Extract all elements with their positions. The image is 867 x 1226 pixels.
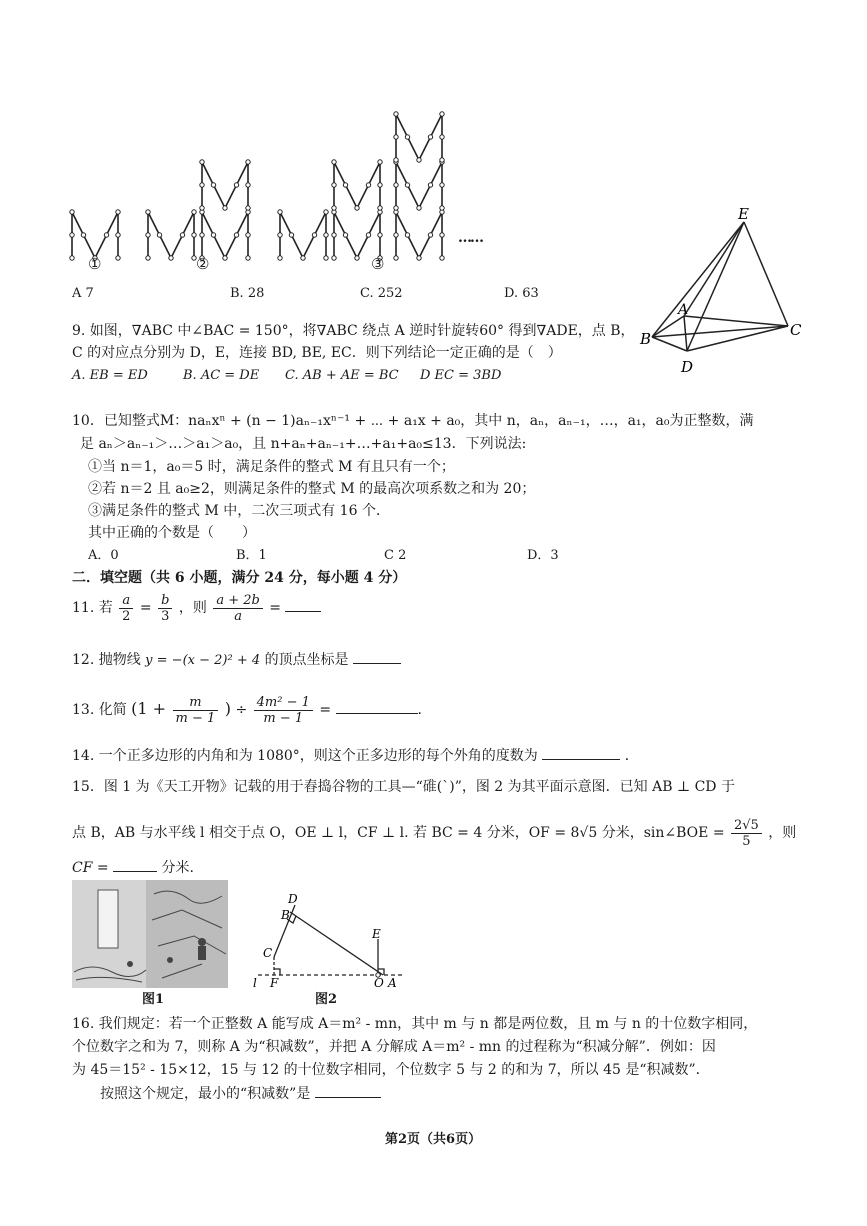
m-dot xyxy=(332,183,336,187)
label-E: E xyxy=(738,205,749,223)
m-dot xyxy=(146,210,150,214)
q11-r-den: a xyxy=(234,608,242,624)
m-dot xyxy=(234,233,238,237)
q13-n-num: 4m² − 1 xyxy=(254,695,313,711)
m-dot xyxy=(405,183,409,187)
q13-open: (1 + xyxy=(131,699,167,718)
m-dot xyxy=(355,206,359,210)
q11-row xyxy=(72,592,321,624)
m-dot xyxy=(440,183,444,187)
q13-div: ÷ xyxy=(235,702,248,718)
q15-line-1: 15．图 1 为《天工开物》记载的用于舂捣谷物的工具—“碓(`)”，图 2 为其平面示意图．已知 AB ⊥ CD 于 xyxy=(72,779,735,795)
q15-figure-1-illustration xyxy=(72,880,228,988)
m-shape xyxy=(148,212,194,258)
edge-AB xyxy=(652,316,684,337)
m-dot xyxy=(417,206,421,210)
m-dot xyxy=(211,183,215,187)
q16-line-1: 16. 我们规定：若一个正整数 A 能写成 A＝m² - mn，其中 m 与 n 都是两位数，且 m 与 n 的十位数字相同， xyxy=(72,1016,758,1032)
m-dot xyxy=(440,233,444,237)
q8-pattern-figure xyxy=(60,110,480,275)
q8-fig-label-3: ③ xyxy=(371,255,385,273)
m-dot xyxy=(192,210,196,214)
m-dot xyxy=(405,233,409,237)
m-dot xyxy=(301,256,305,260)
q13-prefix: 13. 化简 xyxy=(72,702,127,718)
q15-frac-den: 5 xyxy=(742,833,751,849)
q12-prefix: 12. 抛物线 xyxy=(72,652,141,668)
m-dot xyxy=(440,206,444,210)
m-dot xyxy=(378,233,382,237)
m-dot xyxy=(428,233,432,237)
m-dot xyxy=(157,233,161,237)
q8-option-b: B. 28 xyxy=(230,286,265,301)
q12-answer-blank[interactable] xyxy=(353,649,401,664)
m-dot xyxy=(417,158,421,162)
m-shape xyxy=(202,162,248,208)
q11-eq: = xyxy=(139,600,152,616)
q15-frac-num: 2√5 xyxy=(731,818,762,834)
m-dot xyxy=(116,256,120,260)
q13-n-den: m − 1 xyxy=(263,710,304,726)
m-dot xyxy=(146,233,150,237)
edge-EA xyxy=(684,222,744,316)
q12-formula: y = −(x − 2)² + 4 xyxy=(145,653,261,668)
m-dot xyxy=(405,135,409,139)
m-shape xyxy=(334,212,380,258)
q15-figure-2-diagram xyxy=(250,894,410,994)
q15-line-3b: 分米. xyxy=(161,860,194,876)
q16-line-3: 为 45＝15² - 15×12，15 与 12 的十位数字相同，个位数字 5 与 2 的和为 7，所以 45 是“积减数”． xyxy=(72,1062,710,1078)
m-dot xyxy=(246,183,250,187)
m-dot xyxy=(394,112,398,116)
q8-option-a: A 7 xyxy=(72,286,94,301)
m-dot xyxy=(180,233,184,237)
m-dot xyxy=(81,233,85,237)
q8-option-d: D. 63 xyxy=(504,286,539,301)
m-dot xyxy=(312,233,316,237)
m-dot xyxy=(246,256,250,260)
m-dot xyxy=(394,233,398,237)
q11-a-den: 2 xyxy=(122,608,131,624)
q10-option-a: A．0 xyxy=(88,548,119,563)
q13-m-den: m − 1 xyxy=(175,710,216,726)
fig2-label-F: F xyxy=(270,976,279,990)
m-dot xyxy=(70,210,74,214)
m-dot xyxy=(417,256,421,260)
m-dot xyxy=(332,206,336,210)
m-dot xyxy=(200,160,204,164)
m-dot xyxy=(428,183,432,187)
m-dot xyxy=(378,183,382,187)
q8-fig-label-2: ② xyxy=(196,255,210,273)
q10-ask: 其中正确的个数是（ ） xyxy=(88,525,256,541)
q11-post: = xyxy=(269,600,282,616)
m-dot xyxy=(343,233,347,237)
q16-line-4-text: 按照这个规定，最小的“积减数”是 xyxy=(100,1086,311,1102)
q12-post: 的顶点坐标是 xyxy=(264,652,349,668)
m-dot xyxy=(278,210,282,214)
q11-answer-blank[interactable] xyxy=(285,597,321,612)
m-dot xyxy=(332,160,336,164)
fig2-label-l: l xyxy=(253,976,257,990)
q10-option-b: B．1 xyxy=(236,548,267,563)
q13-row: 13. 化简 (1 + $\frac{m}{m - 1}$ ) ÷ $\frac{\text{4m² − 1}}{m - 1}$ = . xyxy=(72,694,422,726)
m-dot xyxy=(104,233,108,237)
fig2-label-B: B xyxy=(281,908,290,922)
q13-frac-m xyxy=(173,695,219,726)
q11-frac-a xyxy=(119,593,133,624)
q14-answer-blank[interactable] xyxy=(542,745,620,760)
m-dot xyxy=(394,183,398,187)
m-dot xyxy=(289,233,293,237)
m-dot xyxy=(394,158,398,162)
m-dot xyxy=(394,135,398,139)
m-shape xyxy=(72,212,118,258)
q9-option-b: B. AC = DE xyxy=(183,368,260,383)
q10-statement-3: ③满足条件的整式 M 中，二次三项式有 16 个． xyxy=(88,503,390,519)
q14-text: 14. 一个正多边形的内角和为 1080°，则这个正多边形的每个外角的度数为 xyxy=(72,748,538,764)
m-dot xyxy=(440,112,444,116)
q16-line-4 xyxy=(100,1083,381,1104)
m-dot xyxy=(278,256,282,260)
m-dot xyxy=(116,210,120,214)
q10-statement-2: ②若 n＝2 且 a₀≥2，则满足条件的整式 M 的最高次项系数之和为 20； xyxy=(88,481,536,497)
fig2-label-C: C xyxy=(263,946,273,960)
m-dot xyxy=(440,158,444,162)
m-dot xyxy=(440,135,444,139)
m-dot xyxy=(343,183,347,187)
m-dot xyxy=(366,183,370,187)
q16-answer-blank[interactable] xyxy=(315,1083,381,1098)
q15-fig1-caption: 图1 xyxy=(142,992,165,1007)
q9-line-2: C 的对应点分别为 D，E，连接 BD, BE, EC．则下列结论一定正确的是（ ） xyxy=(72,345,562,361)
m-dot xyxy=(200,183,204,187)
m-dot xyxy=(278,233,282,237)
m-dot xyxy=(332,256,336,260)
label-D: D xyxy=(681,358,694,376)
fig2-label-E: E xyxy=(372,927,381,941)
m-shape xyxy=(202,212,248,258)
q13-post: = xyxy=(319,702,332,718)
q13-frac-n xyxy=(254,695,313,726)
q13-close: ) xyxy=(224,699,232,718)
q13-m-num: m xyxy=(173,695,219,711)
m-dot xyxy=(246,206,250,210)
m-dot xyxy=(169,256,173,260)
edge-BD xyxy=(652,337,687,351)
m-shape xyxy=(396,114,442,160)
m-dot xyxy=(146,256,150,260)
q9-option-d: D EC = 3BD xyxy=(420,368,502,383)
q11-a-num: a xyxy=(119,593,133,609)
m-dot xyxy=(200,206,204,210)
q15-line-2a: 点 B，AB 与水平线 l 相交于点 O，OE ⊥ l，CF ⊥ l. 若 BC = 4 分米，OF = 8√5 分米，sin∠BOE = xyxy=(72,825,725,841)
right-angle-F xyxy=(274,969,280,975)
m-shape xyxy=(396,212,442,258)
q15-line-3 xyxy=(72,857,194,878)
m-shape xyxy=(334,162,380,208)
m-dot xyxy=(324,233,328,237)
q15-answer-blank[interactable] xyxy=(113,857,157,872)
q11-r-num: a + 2b xyxy=(213,593,263,609)
m-dot xyxy=(378,160,382,164)
m-dot xyxy=(366,233,370,237)
q11-b-num: b xyxy=(158,593,172,609)
q10-line-1: 10．已知整式M：naₙxⁿ + (n − 1)aₙ₋₁xⁿ⁻¹ + ⋯ + a₁x + a₀，其中 n，aₙ，aₙ₋₁，…，a₁，a₀为正整数，满 xyxy=(72,413,754,429)
q15-line-3a: CF = xyxy=(72,860,109,876)
m-dot xyxy=(70,233,74,237)
m-dot xyxy=(378,206,382,210)
m-dot xyxy=(192,233,196,237)
q15-sin-frac xyxy=(731,818,762,849)
fig2-label-O: O xyxy=(374,976,384,990)
q12-row xyxy=(72,648,401,673)
q15-line-2 xyxy=(72,813,796,853)
label-C: C xyxy=(790,321,802,339)
q16-line-2: 个位数字之和为 7，则称 A 为“积减数”，并把 A 分解成 A＝m² - mn 的过程称为“积减分解”．例如：因 xyxy=(72,1039,716,1055)
m-dot xyxy=(394,206,398,210)
q14-end: ． xyxy=(624,748,639,764)
q11-frac-result xyxy=(213,593,263,624)
q9-line-1: 9. 如图，∇ABC 中∠BAC = 150°，将∇ABC 绕点 A 逆时针旋转60° 得到∇ADE，点 B， xyxy=(72,323,635,339)
m-shape xyxy=(396,162,442,208)
label-B: B xyxy=(640,330,652,348)
q15-fig2-caption: 图2 xyxy=(315,992,338,1007)
m-shape xyxy=(280,212,326,258)
q10-option-c: C 2 xyxy=(384,548,407,563)
m-dot xyxy=(332,233,336,237)
q9-option-c: C. AB + AE = BC xyxy=(285,368,399,383)
m-dot xyxy=(246,233,250,237)
fig2-label-D: D xyxy=(288,894,298,906)
q9-option-a: A. EB = ED xyxy=(72,368,148,383)
m-dot xyxy=(324,256,328,260)
q15-line-2b: ，则 xyxy=(768,825,797,841)
m-dot xyxy=(200,233,204,237)
q10-line-2: 足 aₙ＞aₙ₋₁＞…＞a₁＞a₀，且 n+aₙ+aₙ₋₁+…+a₁+a₀≤13．下列说法: xyxy=(80,436,527,452)
label-A: A xyxy=(678,302,689,318)
section-2-heading: 二．填空题（共 6 小题，满分 24 分，每小题 4 分） xyxy=(72,570,407,586)
m-dot xyxy=(324,210,328,214)
segment-BA xyxy=(290,912,383,975)
m-dot xyxy=(355,256,359,260)
q8-ellipsis: …… xyxy=(458,230,482,246)
m-dot xyxy=(211,233,215,237)
page-footer: 第2页（共6页） xyxy=(385,1132,482,1147)
edge-EC xyxy=(744,222,788,326)
m-dot xyxy=(116,233,120,237)
m-dot xyxy=(428,135,432,139)
fig2-label-A: A xyxy=(388,976,397,990)
q10-option-d: D．3 xyxy=(527,548,559,563)
m-dot xyxy=(440,256,444,260)
q13-answer-blank[interactable] xyxy=(336,699,418,714)
q9-geometry-figure xyxy=(636,200,816,380)
m-dot xyxy=(246,160,250,164)
m-dot xyxy=(70,256,74,260)
q8-fig-label-1: ① xyxy=(88,255,102,273)
q10-statement-1: ①当 n＝1，a₀＝5 时，满足条件的整式 M 有且只有一个； xyxy=(88,459,455,475)
q8-option-c: C. 252 xyxy=(360,286,403,301)
q11-b-den: 3 xyxy=(161,608,170,624)
q11-prefix: 11. 若 xyxy=(72,600,113,616)
q11-frac-b xyxy=(158,593,172,624)
m-dot xyxy=(234,183,238,187)
q11-then: ，则 xyxy=(178,600,207,616)
m-dot xyxy=(394,256,398,260)
q14-row xyxy=(72,745,639,766)
m-dot xyxy=(223,206,227,210)
m-dot xyxy=(223,256,227,260)
